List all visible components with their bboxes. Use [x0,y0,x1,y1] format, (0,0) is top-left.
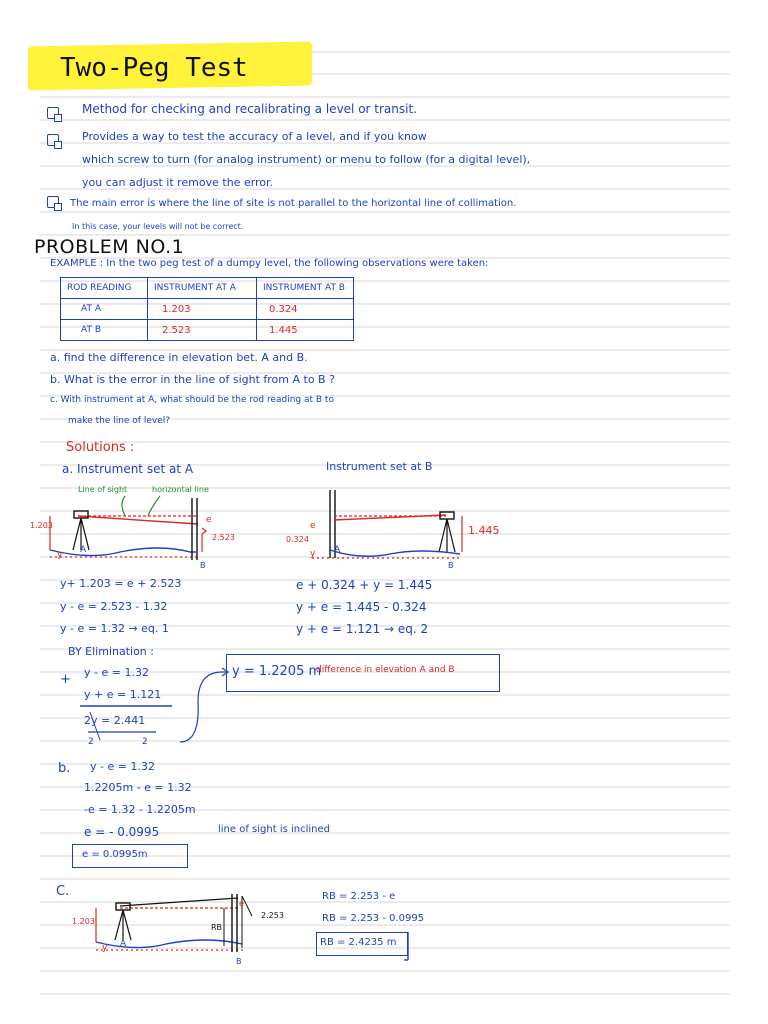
table-cell: AT A [61,299,148,320]
bullet-text-1: Method for checking and recalibrating a level or transit. [82,102,417,116]
part-c-2: RB = 2.253 - 0.0995 [322,913,425,924]
question-a: a. find the difference in elevation bet. A and B. [50,351,308,364]
horizontal-line-label: horizontal line [152,485,209,494]
problem-heading: PROBLEM NO.1 [34,236,185,258]
bullet-box-icon [47,196,59,208]
part-b-4: e = - 0.0995 [84,825,160,839]
table-header: ROD READING [61,278,148,299]
result-note: difference in elevation A and B [316,665,455,675]
y-label: y [102,943,108,953]
bullet-text-3: The main error is where the line of site is not parallel to the horizontal line of collimation. [70,198,517,209]
part-b-2: 1.2205m - e = 1.32 [84,781,192,794]
eq-right-3: y + e = 1.121 → eq. 2 [296,622,429,636]
plus-sign: + [60,672,71,687]
elim-den-2: 2 [142,737,148,747]
bullet-text-2c: you can adjust it remove the error. [82,176,274,189]
result-y: y = 1.2205 m [232,664,322,679]
table-cell: 1.445 [257,320,354,341]
point-b-label: B [448,561,454,570]
bullet-text-2: Provides a way to test the accuracy of a level, and if you know [82,130,427,143]
e-label: e [239,899,244,908]
solutions-label: Solutions : [66,440,135,455]
bullet-box-icon [47,134,59,146]
bullet-box-icon [47,107,59,119]
table-cell: AT B [61,320,148,341]
diagram-instrument-at-b [282,478,532,572]
line-of-sight-label: Line of sight [78,485,128,494]
reading-a-right: 2.523 [212,533,235,542]
part-a-label: a. Instrument set at A [62,462,194,476]
e-label: e [310,521,316,531]
question-b: b. What is the error in the line of sight from A to B ? [50,373,335,386]
eq-right-2: y + e = 1.445 - 0.324 [296,600,427,614]
part-c-label: C. [56,884,70,899]
part-b-1: y - e = 1.32 [90,760,155,773]
e-label: e [206,515,212,525]
reading-a-left: 1.203 [30,521,53,530]
table-header: INSTRUMENT AT A [148,278,257,299]
table-cell: 0.324 [257,299,354,320]
eq-left-2: y - e = 2.523 - 1.32 [60,600,168,613]
bullet-text-3b: In this case, your levels will not be correct. [72,222,244,231]
elim-3: 2y = 2.441 [84,714,146,727]
elimination-label: BY Elimination : [68,645,154,658]
result-e: e = 0.0995m [82,849,148,860]
table-header-row [61,278,354,299]
reading-c-left: 1.203 [72,917,95,926]
reading-b-right: 1.445 [468,524,500,537]
table-row [61,299,354,320]
table-cell: 1.203 [148,299,257,320]
part-b-label: b. [58,761,71,776]
table-row [61,320,354,341]
example-text: EXAMPLE : In the two peg test of a dumpy level, the following observations were taken: [50,258,489,269]
part-b-3: -e = 1.32 - 1.2205m [84,803,196,816]
part-b-note: line of sight is inclined [218,824,330,835]
elim-1: y - e = 1.32 [84,666,149,679]
point-a-label: A [334,545,341,555]
eq-left-1: y+ 1.203 = e + 2.523 [60,577,182,590]
point-a-label: A [80,545,87,555]
page-title: Two-Peg Test [60,53,248,83]
rb-label: RB [211,923,223,932]
point-a-label: A [120,939,127,949]
question-c-cont: make the line of level? [68,416,171,426]
table-cell: 2.523 [148,320,257,341]
question-c: c. With instrument at A, what should be the rod reading at B to [50,395,334,405]
observation-table [60,277,354,341]
eq-left-3: y - e = 1.32 → eq. 1 [60,622,169,635]
diagram-part-c [66,890,306,968]
y-label: y [310,549,316,559]
eq-right-1: e + 0.324 + y = 1.445 [296,578,433,592]
diagram-instrument-at-a [30,478,270,572]
point-b-label: B [200,561,206,570]
reading-b-left: 0.324 [286,535,309,544]
part-a-right-label: Instrument set at B [326,460,433,473]
part-c-3: RB = 2.4235 m [320,937,397,948]
reading-c-right: 2.253 [261,911,284,920]
elimination-marks [76,662,236,754]
point-b-label: B [236,957,242,966]
table-header: INSTRUMENT AT B [257,278,354,299]
y-label: y [57,550,63,560]
bullet-text-2b: which screw to turn (for analog instrument) or menu to follow (for a digital level), [82,153,531,166]
elim-den-1: 2 [88,737,94,747]
underline-mark [404,932,416,962]
elim-2: y + e = 1.121 [84,688,162,701]
part-c-1: RB = 2.253 - e [322,891,396,902]
